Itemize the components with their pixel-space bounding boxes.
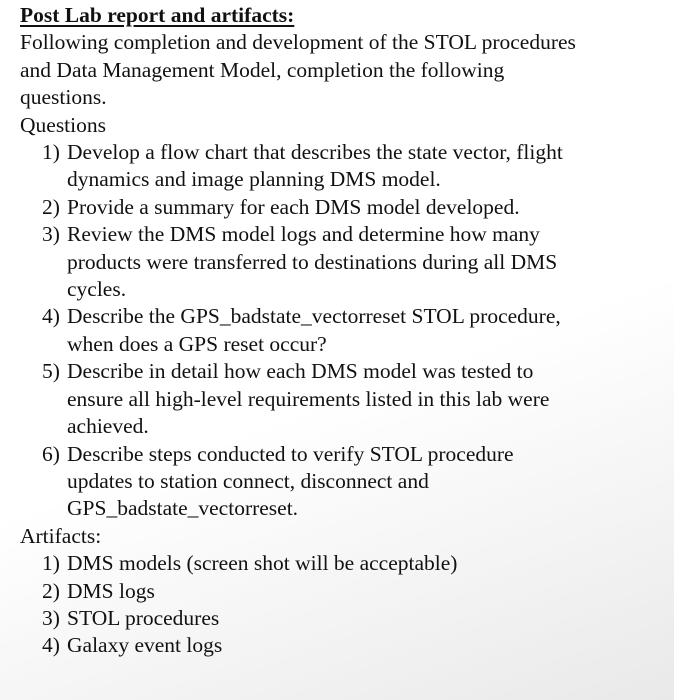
- question-number: 1): [42, 140, 60, 165]
- question-item: [20, 139, 660, 194]
- question-line: Provide a summary for each DMS model developed.: [67, 194, 520, 219]
- artifact-number: 2): [42, 578, 60, 603]
- question-line: Develop a flow chart that describes the state vector, flight: [67, 140, 563, 165]
- artifact-number: 3): [42, 605, 60, 630]
- question-line: achieved.: [67, 414, 149, 439]
- intro-line: Following completion and development of the STOL procedures: [20, 30, 576, 55]
- question-number: 6): [42, 441, 60, 466]
- question-item: [20, 441, 660, 523]
- artifact-item: [20, 632, 660, 659]
- question-number: 2): [42, 194, 60, 219]
- intro-line: questions.: [20, 85, 107, 110]
- artifact-item: [20, 550, 660, 577]
- question-item: [20, 303, 660, 358]
- question-line: cycles.: [67, 277, 127, 302]
- question-line: Describe the GPS_badstate_vectorreset STOL procedure,: [67, 304, 561, 329]
- questions-heading: Questions: [20, 112, 106, 137]
- question-item: [20, 358, 660, 440]
- question-line: ensure all high-level requirements listed in this lab were: [67, 386, 550, 411]
- artifact-number: 4): [42, 633, 60, 658]
- question-number: 4): [42, 304, 60, 329]
- question-item: [20, 221, 660, 303]
- question-line: when does a GPS reset occur?: [67, 331, 327, 356]
- question-line: products were transferred to destinations during all DMS: [67, 249, 558, 274]
- question-line: Describe in detail how each DMS model was tested to: [67, 359, 534, 384]
- question-item: [20, 194, 660, 221]
- artifact-text: STOL procedures: [67, 605, 220, 630]
- question-number: 3): [42, 222, 60, 247]
- artifact-item: [20, 605, 660, 632]
- intro-paragraph: [20, 29, 660, 111]
- question-number: 5): [42, 359, 60, 384]
- document: [20, 2, 660, 660]
- questions-list: [20, 139, 660, 523]
- question-line: updates to station connect, disconnect and: [67, 468, 429, 493]
- artifact-text: Galaxy event logs: [67, 633, 223, 658]
- artifact-number: 1): [42, 551, 60, 576]
- question-line: dynamics and image planning DMS model.: [67, 167, 441, 192]
- question-line: GPS_badstate_vectorreset.: [67, 496, 299, 521]
- artifact-text: DMS models (screen shot will be acceptable): [67, 551, 458, 576]
- artifact-item: [20, 578, 660, 605]
- artifacts-list: [20, 550, 660, 660]
- intro-line: and Data Management Model, completion the following: [20, 57, 505, 82]
- question-line: Describe steps conducted to verify STOL procedure: [67, 441, 514, 466]
- question-line: Review the DMS model logs and determine how many: [67, 222, 540, 247]
- artifacts-heading: Artifacts:: [20, 523, 102, 548]
- report-title: Post Lab report and artifacts:: [20, 3, 295, 27]
- artifact-text: DMS logs: [67, 578, 155, 603]
